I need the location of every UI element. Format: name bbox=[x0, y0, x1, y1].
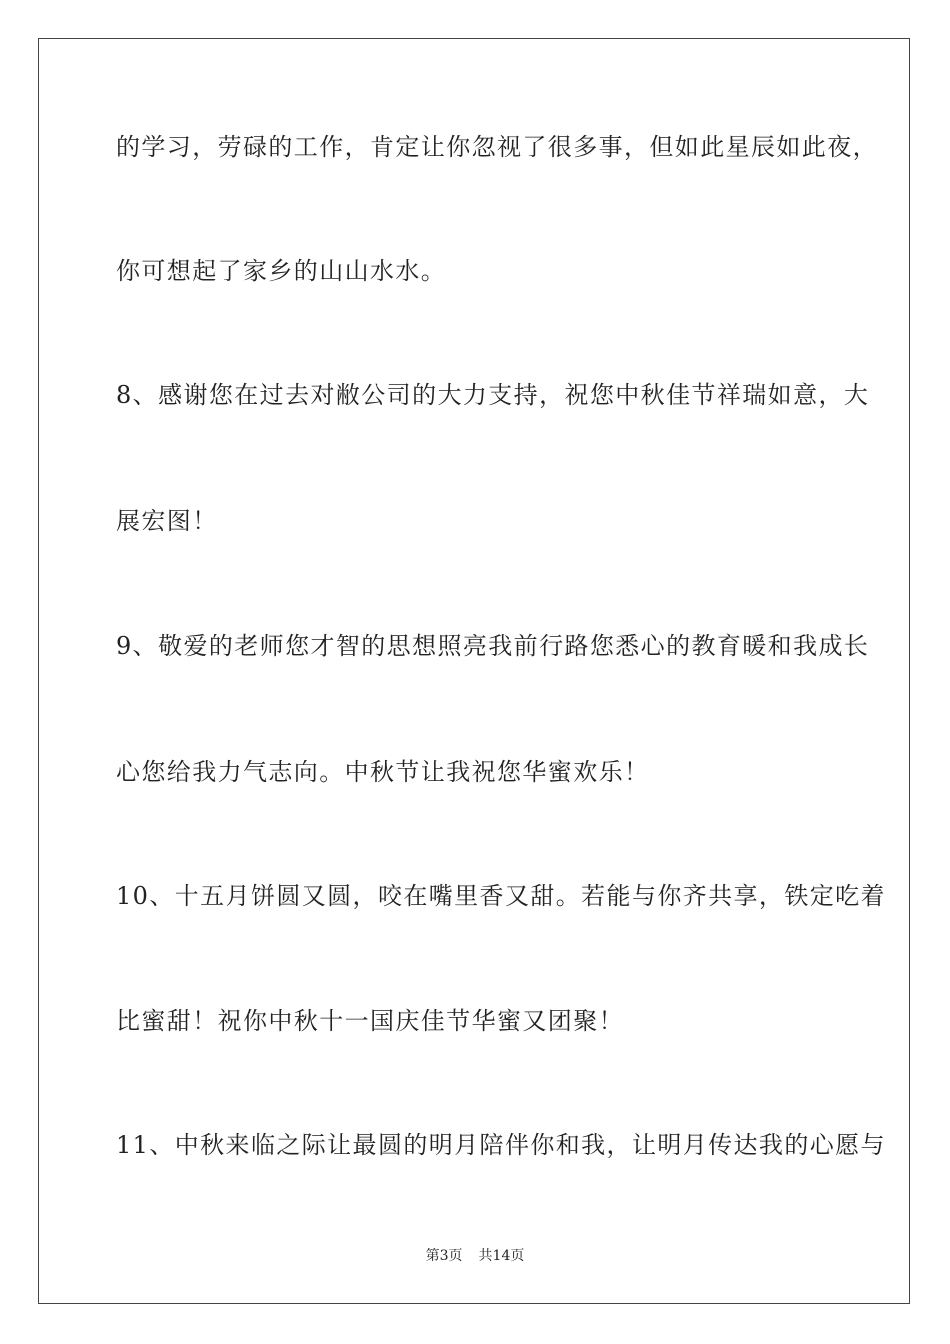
text-line-6: 心您给我力气志向。中秋节让我祝您华蜜欢乐！ bbox=[116, 758, 650, 786]
page-border bbox=[38, 38, 910, 1304]
text-line-8: 比蜜甜！祝你中秋十一国庆佳节华蜜又团聚！ bbox=[116, 1007, 624, 1035]
text-line-2: 你可想起了家乡的山山水水。 bbox=[116, 257, 447, 285]
text-line-5: 9、敬爱的老师您才智的思想照亮我前行路您悉心的教育暖和我成长 bbox=[116, 632, 870, 660]
page-footer bbox=[0, 1247, 950, 1265]
text-line-7: 10、十五月饼圆又圆，咬在嘴里香又甜。若能与你齐共享，铁定吃着 bbox=[116, 882, 886, 910]
total-pages: 共14页 bbox=[478, 1248, 525, 1264]
text-line-3: 8、感谢您在过去对敝公司的大力支持，祝您中秋佳节祥瑞如意，大 bbox=[116, 381, 870, 409]
text-line-9: 11、中秋来临之际让最圆的明月陪伴你和我，让明月传达我的心愿与 bbox=[116, 1131, 886, 1159]
text-line-4: 展宏图！ bbox=[116, 507, 218, 535]
text-line-1: 的学习，劳碌的工作，肯定让你忽视了很多事，但如此星辰如此夜， bbox=[116, 133, 878, 161]
page-number: 第3页 bbox=[425, 1248, 463, 1264]
